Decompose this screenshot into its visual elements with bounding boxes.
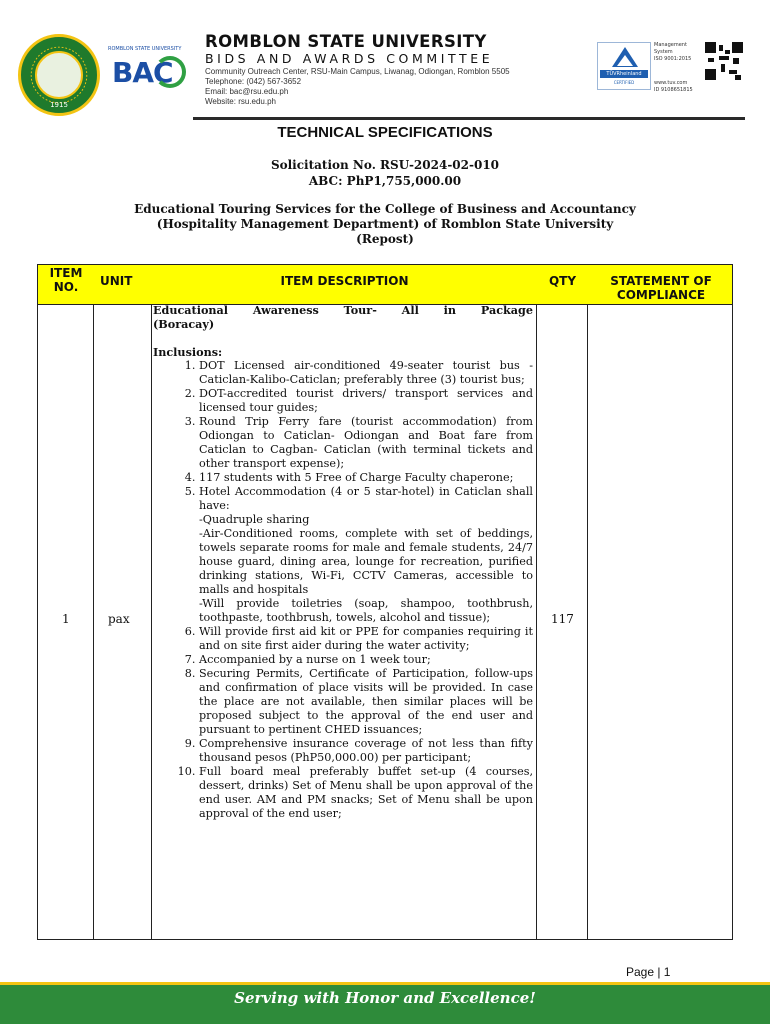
inclusion-item <box>199 653 533 667</box>
footer-banner <box>0 985 770 1024</box>
university-name: ROMBLON STATE UNIVERSITY <box>205 32 487 51</box>
solicitation-number: Solicitation No. RSU-2024-02-010 <box>270 158 500 172</box>
column-item-no <box>38 265 94 939</box>
footer-slogan: Serving with Honor and Excellence! <box>234 989 536 1007</box>
inclusion-text: Round Trip Ferry fare (tourist accommodation) from Odiongan to Caticlan- Odiongan and Boat fare from Caticlan to Cagban- Caticlan (with terminal tickets and other transport expense); <box>199 415 533 470</box>
inclusion-text: Comprehensive insurance coverage of not less than fifty thousand pesos (PhP50,000.00) per participant; <box>199 737 533 764</box>
cell-qty: 117 <box>551 612 574 626</box>
header-divider <box>193 117 745 120</box>
inclusion-item <box>199 737 533 765</box>
header-item-no-line: NO. <box>53 280 79 294</box>
inclusion-sub-item: -Quadruple sharing <box>199 513 310 526</box>
project-line: (Hospitality Management Department) of Romblon State University <box>156 217 614 231</box>
project-line: (Repost) <box>356 232 414 246</box>
inclusions-label: Inclusions: <box>153 345 223 359</box>
cert-side-line: ISO 9001:2015 <box>654 56 692 62</box>
university-seal-logo <box>18 34 100 116</box>
inclusion-text: Hotel Accommodation (4 or 5 star-hotel) in Caticlan shall have: <box>199 485 533 512</box>
description-heading: Educational Awareness Tour- All in Package <box>153 303 533 317</box>
cell-unit: pax <box>108 612 130 626</box>
header-description: ITEM DESCRIPTION <box>280 274 409 288</box>
column-statement <box>588 265 734 939</box>
bac-logo-word: BAC <box>112 56 173 89</box>
inclusion-item <box>199 471 533 485</box>
project-line: Educational Touring Services for the College of Business and Accountancy <box>134 202 636 216</box>
header-item-no-line: ITEM <box>49 266 83 280</box>
inclusion-text: 117 students with 5 Free of Charge Faculty chaperone; <box>199 471 514 484</box>
inclusions-list <box>153 359 533 821</box>
cert-side-id: ID 9108651815 <box>654 87 693 93</box>
inclusion-item <box>199 415 533 471</box>
inclusion-item <box>199 359 533 387</box>
abc-amount: ABC: PhP1,755,000.00 <box>308 174 462 188</box>
cert-side-url: www.tuv.com <box>654 80 688 86</box>
inclusion-sub-item: -Will provide toiletries (soap, shampoo, toothbrush, toothpaste, toothbrush, towels, alcohol and tissue); <box>199 597 533 624</box>
project-title <box>0 202 770 247</box>
inclusion-item <box>199 485 533 625</box>
certification-details <box>654 42 700 93</box>
inclusion-text: Full board meal preferably buffet set-up (4 courses, dessert, drinks) Set of Menu shall be upon approval of the end user. AM and PM snacks; Set of Menu shall be upon approval of the end user; <box>199 765 533 820</box>
tuv-triangle-inner <box>617 55 633 66</box>
inclusion-text: Accompanied by a nurse on 1 week tour; <box>199 653 431 666</box>
header-statement-line: COMPLIANCE <box>616 288 706 302</box>
contact-address: Community Outreach Center, RSU-Main Campus, Liwanag, Odiongan, Romblon 5505 <box>205 67 510 76</box>
inclusion-item <box>199 387 533 415</box>
column-unit <box>94 265 152 939</box>
bac-logo-tag: ROMBLON STATE UNIVERSITY <box>108 46 182 52</box>
inclusion-item <box>199 625 533 653</box>
header-item-no <box>38 265 94 306</box>
column-qty <box>537 265 588 939</box>
table-header-row <box>38 265 732 305</box>
seal-emblem <box>35 51 83 99</box>
inclusion-text: DOT Licensed air-conditioned 49-seater tourist bus - Caticlan-Kalibo-Caticlan; preferably three (3) tourist bus; <box>199 359 533 386</box>
contact-block <box>205 67 510 107</box>
qr-code-icon <box>705 42 743 80</box>
bac-logo <box>106 46 188 94</box>
inclusion-text: Securing Permits, Certificate of Participation, follow-ups and confirmation of place visits will be provided. In case the place are not available, then similar places will be proposed subject to the approval of the end user and pursuant to pertinent CHED issuances; <box>199 667 533 736</box>
inclusion-item <box>199 765 533 821</box>
cert-side-low <box>654 80 693 94</box>
committee-name: BIDS AND AWARDS COMMITTEE <box>205 51 494 66</box>
inclusion-item <box>199 667 533 737</box>
header-statement-line: STATEMENT OF <box>610 274 712 288</box>
tuv-sub-label: CERTIFIED <box>613 80 635 85</box>
seal-year: 1915 <box>50 101 68 109</box>
tuv-bar-label: TÜVRheinland <box>600 70 648 78</box>
contact-website: Website: rsu.edu.ph <box>205 97 277 106</box>
document-title: TECHNICAL SPECIFICATIONS <box>277 124 493 141</box>
inclusion-sub-item: -Air-Conditioned rooms, complete with set of beddings, towels separate rooms for male and female students, 24/7 house guard, dining area, lounge for recreation, purified drinking stations, Wi-Fi, CCTV Cameras, accessible to malls and hospitals <box>199 527 533 596</box>
description-heading-location: (Boracay) <box>153 317 215 331</box>
specifications-table <box>37 264 733 940</box>
cell-description <box>153 303 533 821</box>
cert-side-line: System <box>654 49 673 55</box>
inclusion-text: DOT-accredited tourist drivers/ transport services and licensed tour guides; <box>199 387 533 414</box>
page-number: Page | 1 <box>626 965 671 979</box>
header-unit: UNIT <box>100 274 133 288</box>
cell-item-no: 1 <box>62 612 70 626</box>
header-qty: QTY <box>548 274 577 288</box>
solicitation-block <box>0 157 770 189</box>
contact-email: Email: bac@rsu.edu.ph <box>205 87 289 96</box>
contact-telephone: Telephone: (042) 567-3652 <box>205 77 302 86</box>
tuv-certification-badge <box>597 42 651 90</box>
bac-swoosh-icon <box>154 56 186 88</box>
header-statement <box>588 265 734 314</box>
letterhead <box>0 0 770 120</box>
inclusion-text: Will provide first aid kit or PPE for companies requiring it and on site first aider during the water activity; <box>199 625 533 652</box>
cert-side-line: Management <box>654 42 687 48</box>
